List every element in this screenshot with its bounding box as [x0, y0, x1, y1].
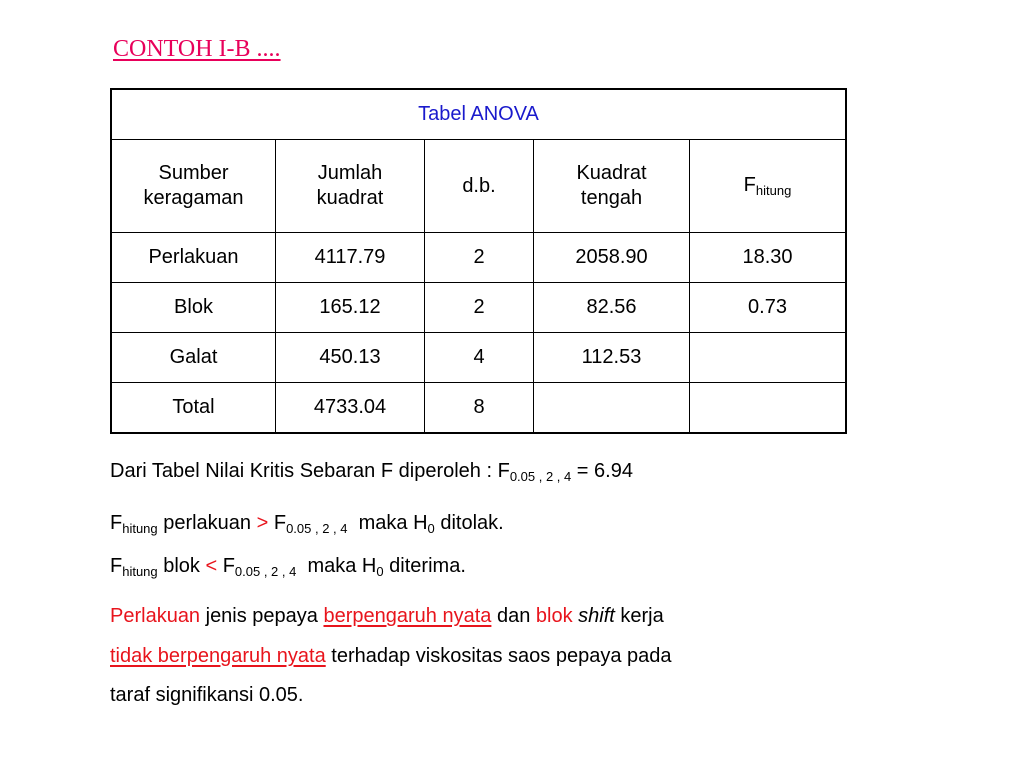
- blok-decision-line: [110, 555, 466, 579]
- conclusion-perlakuan: Perlakuan: [110, 605, 201, 627]
- decision-result: ditolak.: [434, 512, 504, 534]
- table-row: [111, 233, 846, 283]
- cell-df: 2: [425, 233, 534, 283]
- cell-ss: 450.13: [276, 333, 425, 383]
- cell-source: Galat: [111, 333, 276, 383]
- perlakuan-decision-line: [110, 512, 504, 536]
- decision-label: perlakuan: [157, 512, 257, 534]
- maka-text: maka H: [347, 512, 428, 534]
- header-ss-line2: kuadrat: [316, 187, 384, 209]
- cell-ss: 4117.79: [276, 233, 425, 283]
- header-source-line1: Sumber: [158, 162, 229, 184]
- decision-label: blok: [157, 555, 206, 577]
- cell-f: 0.73: [690, 283, 847, 333]
- table-row: [111, 283, 846, 333]
- header-source: [111, 140, 276, 233]
- header-f-main: F: [743, 173, 756, 196]
- cell-source: Perlakuan: [111, 233, 276, 283]
- table-caption: Tabel ANOVA: [111, 89, 846, 140]
- cell-df: 2: [425, 283, 534, 333]
- f2-label: F: [217, 555, 235, 577]
- h-sub: 0: [427, 521, 435, 536]
- f-label: F: [110, 512, 123, 534]
- conclusion-text: dan: [491, 605, 536, 627]
- f-sub: hitung: [122, 521, 158, 536]
- table-caption-row: [111, 89, 846, 140]
- critical-prefix: Dari Tabel Nilai Kritis Sebaran F diperoleh : F: [110, 460, 510, 482]
- maka-text: maka H: [296, 555, 377, 577]
- greater-than-operator: >: [256, 512, 269, 534]
- f2-label: F: [268, 512, 287, 534]
- cell-df: 4: [425, 333, 534, 383]
- header-f: [690, 140, 847, 233]
- conclusion-line-3: taraf signifikansi 0.05.: [110, 684, 304, 706]
- critical-suffix: = 6.94: [571, 460, 633, 482]
- cell-ms: 112.53: [534, 333, 690, 383]
- cell-f: [690, 333, 847, 383]
- table-header-row: [111, 140, 846, 233]
- table-row: [111, 383, 846, 434]
- cell-ms: 82.56: [534, 283, 690, 333]
- h-sub: 0: [376, 564, 384, 579]
- anova-table: [110, 88, 847, 434]
- cell-ms: 2058.90: [534, 233, 690, 283]
- header-ms-line2: tengah: [580, 187, 643, 209]
- critical-value-line: [110, 460, 633, 484]
- conclusion-blok: blok: [535, 605, 573, 627]
- cell-f: [690, 383, 847, 434]
- conclusion-text: kerja: [614, 605, 664, 627]
- conclusion-line-2: [110, 645, 672, 668]
- conclusion-text: jenis pepaya: [200, 605, 324, 627]
- cell-source: Blok: [111, 283, 276, 333]
- cell-ss: 4733.04: [276, 383, 425, 434]
- f2-sub: 0.05 , 2 , 4: [286, 521, 348, 536]
- header-ms-line1: Kuadrat: [576, 162, 647, 184]
- page-title: CONTOH I-B ....: [113, 36, 281, 62]
- critical-sub: 0.05 , 2 , 4: [509, 469, 572, 484]
- conclusion-line-1: [110, 605, 664, 628]
- conclusion-significant: berpengaruh nyata: [323, 605, 492, 627]
- conclusion-not-significant: tidak berpengaruh nyata: [110, 645, 326, 667]
- cell-source: Total: [111, 383, 276, 434]
- header-source-line2: keragaman: [143, 187, 244, 209]
- conclusion-text: terhadap viskositas saos pepaya pada: [325, 645, 672, 667]
- cell-df: 8: [425, 383, 534, 434]
- f2-sub: 0.05 , 2 , 4: [234, 564, 297, 579]
- table-row: [111, 333, 846, 383]
- cell-f: 18.30: [690, 233, 847, 283]
- cell-ss: 165.12: [276, 283, 425, 333]
- f-sub: hitung: [122, 564, 158, 579]
- header-mean-square: [534, 140, 690, 233]
- f-label: F: [110, 555, 123, 577]
- conclusion-shift: shift: [578, 605, 615, 627]
- header-f-sub: hitung: [755, 182, 792, 198]
- header-df: d.b.: [425, 140, 534, 233]
- less-than-operator: <: [205, 555, 218, 577]
- cell-ms: [534, 383, 690, 434]
- decision-result: diterima.: [383, 555, 466, 577]
- header-sum-squares: [276, 140, 425, 233]
- header-ss-line1: Jumlah: [317, 162, 383, 184]
